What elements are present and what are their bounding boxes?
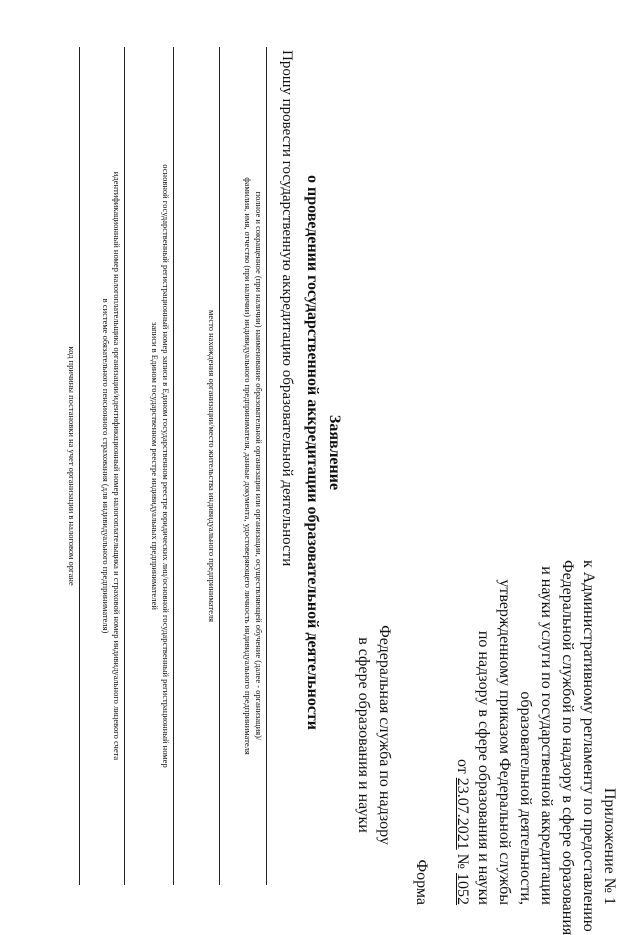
order-date: 23.07.2021 xyxy=(454,777,471,850)
order-date-prefix: от xyxy=(454,758,471,778)
document-title xyxy=(301,0,345,905)
field-line-kpp[interactable] xyxy=(79,47,80,885)
field-line-location[interactable] xyxy=(219,47,220,885)
appendix-line: утвержденному приказом Федеральной службы xyxy=(496,579,513,905)
field-line-inn[interactable] xyxy=(124,47,125,885)
caption-line: в системе обязательного пенсионного страхования (для индивидуального предпринимателя) xyxy=(101,298,111,634)
appendix-line: образовательной деятельности, xyxy=(517,691,534,905)
title-main: Заявление xyxy=(326,414,343,491)
field-line-organization-name[interactable] xyxy=(266,47,267,885)
caption-line: идентификационный номер налогоплательщика организации/идентификационный номер налогоплательщика и страховой номер индивидуального лицевого счета xyxy=(112,171,122,761)
field-caption-location xyxy=(206,47,217,885)
request-text: Прошу провести государственную аккредитацию образовательной деятельности xyxy=(279,50,295,567)
appendix-line: Федеральной службой по надзору в сфере образования xyxy=(559,560,576,935)
field-line-ogrn[interactable] xyxy=(173,47,174,885)
order-number-prefix: № xyxy=(454,849,471,873)
appendix-line: по надзору в сфере образования и науки xyxy=(475,630,492,905)
appendix-header xyxy=(452,560,620,935)
appendix-line: и науки услуги по государственной аккредитации xyxy=(538,566,555,905)
caption-line: фамилия, имя, отчество (при наличии) индивидуального предпринимателя, данные документа, удостоверяющего личность индивидуального предпринимателя xyxy=(243,177,253,755)
addressee-line: Федеральная служба по надзору xyxy=(376,625,393,845)
addressee xyxy=(353,610,395,860)
addressee-line: в сфере образования и науки xyxy=(355,637,372,833)
field-caption-inn xyxy=(100,47,122,885)
appendix-line: к Административному регламенту по предоставлению xyxy=(580,560,597,932)
caption-line: полное и сокращенное (при наличии) наименование образовательной организации или организации, осуществляющей обучение (далее - организация)/ xyxy=(254,191,264,741)
caption-line: основной государственный регистрационный номер записи в Едином государственном реестре юридических лиц/основной государственный регистрационный номер xyxy=(161,164,171,768)
caption-line: место нахождения организации/место жительства индивидуального предпринимателя xyxy=(207,309,217,623)
field-caption-organization-name xyxy=(242,47,264,885)
order-number: 1052 xyxy=(454,873,471,905)
title-sub: о проведении государственной аккредитации образовательной деятельности xyxy=(304,175,321,730)
field-caption-kpp xyxy=(66,47,77,885)
form-label: Форма xyxy=(413,859,430,905)
appendix-number: Приложение № 1 xyxy=(601,787,618,905)
caption-line: записи в Едином государственном реестре индивидуальных предпринимателей xyxy=(150,322,160,610)
appendix-order-date-line xyxy=(452,560,473,905)
caption-line: код причины постановки на учет организации в налоговом органе xyxy=(67,346,77,586)
field-caption-ogrn xyxy=(149,47,171,885)
